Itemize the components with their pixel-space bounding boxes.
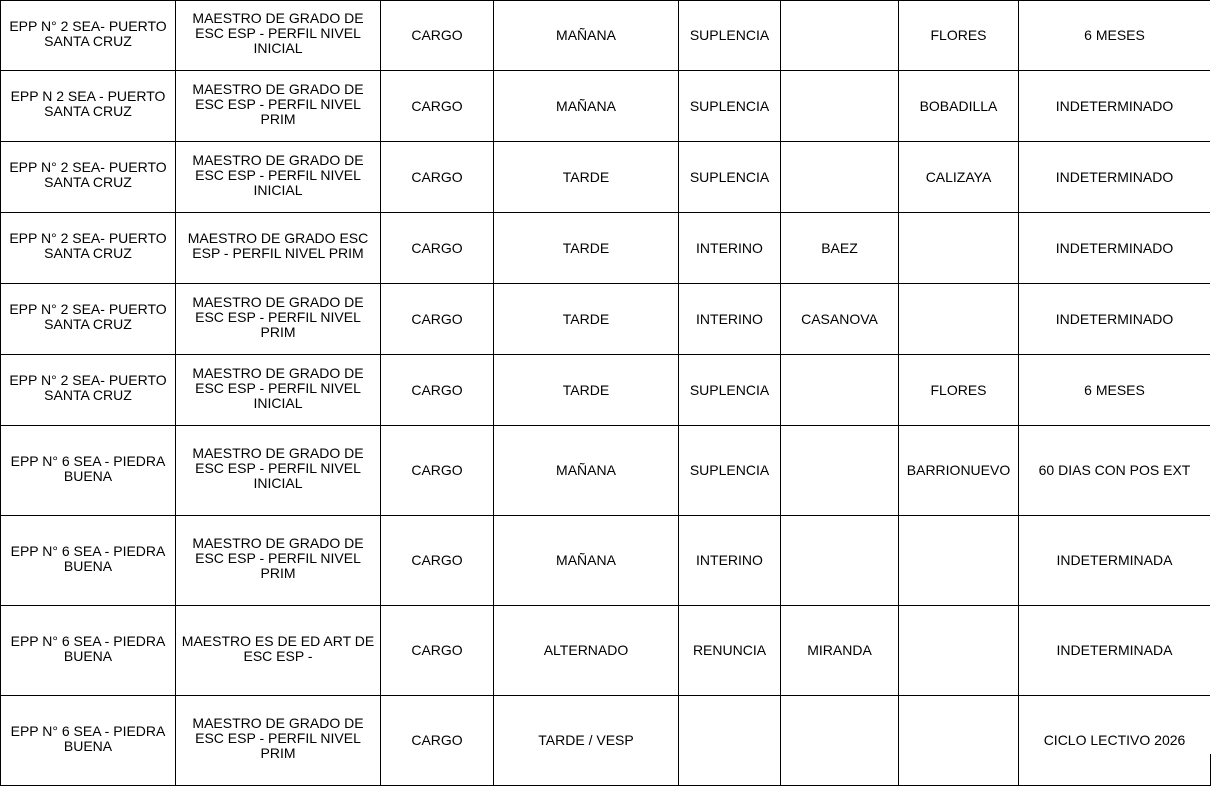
- table-row: [1, 606, 1211, 696]
- duration-cell: INDETERMINADO: [1019, 71, 1211, 142]
- table-row: [1, 71, 1211, 142]
- school-cell: EPP N° 2 SEA- PUERTO SANTA CRUZ: [1, 213, 176, 284]
- replaced-name-cell: [899, 516, 1019, 606]
- replaced-name-cell: [899, 606, 1019, 696]
- name-cell: [781, 142, 899, 213]
- position-cell: MAESTRO DE GRADO DE ESC ESP - PERFIL NIVEL PRIM: [176, 284, 381, 355]
- name-cell: [781, 516, 899, 606]
- table-row: [1, 355, 1211, 426]
- shift-cell: MAÑANA: [494, 516, 679, 606]
- duration-cell: INDETERMINADO: [1019, 142, 1211, 213]
- situation-cell: SUPLENCIA: [679, 142, 781, 213]
- situation-cell: INTERINO: [679, 213, 781, 284]
- duration-cell: INDETERMINADO: [1019, 284, 1211, 355]
- shift-cell: MAÑANA: [494, 426, 679, 516]
- school-cell: EPP N° 2 SEA- PUERTO SANTA CRUZ: [1, 142, 176, 213]
- school-cell: EPP N° 6 SEA - PIEDRA BUENA: [1, 606, 176, 696]
- school-cell: EPP N° 2 SEA- PUERTO SANTA CRUZ: [1, 355, 176, 426]
- replaced-name-cell: BOBADILLA: [899, 71, 1019, 142]
- replaced-name-cell: [899, 213, 1019, 284]
- situation-cell: RENUNCIA: [679, 606, 781, 696]
- name-cell: [781, 1, 899, 71]
- position-cell: MAESTRO DE GRADO DE ESC ESP - PERFIL NIVEL INICIAL: [176, 355, 381, 426]
- duration-cell: INDETERMINADA: [1019, 516, 1211, 606]
- table-row: [1, 142, 1211, 213]
- table-body: [1, 1, 1211, 786]
- replaced-name-cell: [899, 696, 1019, 786]
- table-row: [1, 696, 1211, 786]
- situation-cell: SUPLENCIA: [679, 355, 781, 426]
- replaced-name-cell: FLORES: [899, 1, 1019, 71]
- position-cell: MAESTRO ES DE ED ART DE ESC ESP -: [176, 606, 381, 696]
- replaced-name-cell: [899, 284, 1019, 355]
- position-cell: MAESTRO DE GRADO DE ESC ESP - PERFIL NIVEL INICIAL: [176, 426, 381, 516]
- replaced-name-cell: FLORES: [899, 355, 1019, 426]
- type-cell: CARGO: [381, 355, 494, 426]
- type-cell: CARGO: [381, 516, 494, 606]
- duration-cell: CICLO LECTIVO 2026: [1019, 696, 1211, 786]
- type-cell: CARGO: [381, 426, 494, 516]
- school-cell: EPP N° 2 SEA- PUERTO SANTA CRUZ: [1, 1, 176, 71]
- type-cell: CARGO: [381, 1, 494, 71]
- situation-cell: SUPLENCIA: [679, 1, 781, 71]
- situation-cell: INTERINO: [679, 516, 781, 606]
- shift-cell: TARDE: [494, 142, 679, 213]
- shift-cell: TARDE / VESP: [494, 696, 679, 786]
- type-cell: CARGO: [381, 284, 494, 355]
- duration-cell: INDETERMINADO: [1019, 213, 1211, 284]
- school-cell: EPP N° 6 SEA - PIEDRA BUENA: [1, 426, 176, 516]
- situation-cell: INTERINO: [679, 284, 781, 355]
- table-row: [1, 284, 1211, 355]
- situation-cell: SUPLENCIA: [679, 71, 781, 142]
- position-cell: MAESTRO DE GRADO ESC ESP - PERFIL NIVEL PRIM: [176, 213, 381, 284]
- type-cell: CARGO: [381, 213, 494, 284]
- table-row: [1, 213, 1211, 284]
- shift-cell: ALTERNADO: [494, 606, 679, 696]
- shift-cell: MAÑANA: [494, 1, 679, 71]
- shift-cell: TARDE: [494, 355, 679, 426]
- shift-cell: MAÑANA: [494, 71, 679, 142]
- table-row: [1, 426, 1211, 516]
- type-cell: CARGO: [381, 696, 494, 786]
- position-cell: MAESTRO DE GRADO DE ESC ESP - PERFIL NIVEL INICIAL: [176, 1, 381, 71]
- name-cell: [781, 426, 899, 516]
- table-row: [1, 516, 1211, 606]
- name-cell: [781, 71, 899, 142]
- replaced-name-cell: BARRIONUEVO: [899, 426, 1019, 516]
- school-cell: EPP N 2 SEA - PUERTO SANTA CRUZ: [1, 71, 176, 142]
- shift-cell: TARDE: [494, 213, 679, 284]
- name-cell: MIRANDA: [781, 606, 899, 696]
- table-row: [1, 1, 1211, 71]
- situation-cell: [679, 696, 781, 786]
- school-cell: EPP N° 2 SEA- PUERTO SANTA CRUZ: [1, 284, 176, 355]
- school-cell: EPP N° 6 SEA - PIEDRA BUENA: [1, 516, 176, 606]
- type-cell: CARGO: [381, 606, 494, 696]
- duration-cell: INDETERMINADA: [1019, 606, 1211, 696]
- replaced-name-cell: CALIZAYA: [899, 142, 1019, 213]
- position-cell: MAESTRO DE GRADO DE ESC ESP - PERFIL NIVEL INICIAL: [176, 142, 381, 213]
- duration-cell: 60 DIAS CON POS EXT: [1019, 426, 1211, 516]
- name-cell: CASANOVA: [781, 284, 899, 355]
- school-cell: EPP N° 6 SEA - PIEDRA BUENA: [1, 696, 176, 786]
- duration-cell: 6 MESES: [1019, 1, 1211, 71]
- name-cell: BAEZ: [781, 213, 899, 284]
- shift-cell: TARDE: [494, 284, 679, 355]
- name-cell: [781, 696, 899, 786]
- position-cell: MAESTRO DE GRADO DE ESC ESP - PERFIL NIVEL PRIM: [176, 696, 381, 786]
- position-cell: MAESTRO DE GRADO DE ESC ESP - PERFIL NIVEL PRIM: [176, 71, 381, 142]
- name-cell: [781, 355, 899, 426]
- type-cell: CARGO: [381, 142, 494, 213]
- duration-cell: 6 MESES: [1019, 355, 1211, 426]
- situation-cell: SUPLENCIA: [679, 426, 781, 516]
- position-cell: MAESTRO DE GRADO DE ESC ESP - PERFIL NIVEL PRIM: [176, 516, 381, 606]
- type-cell: CARGO: [381, 71, 494, 142]
